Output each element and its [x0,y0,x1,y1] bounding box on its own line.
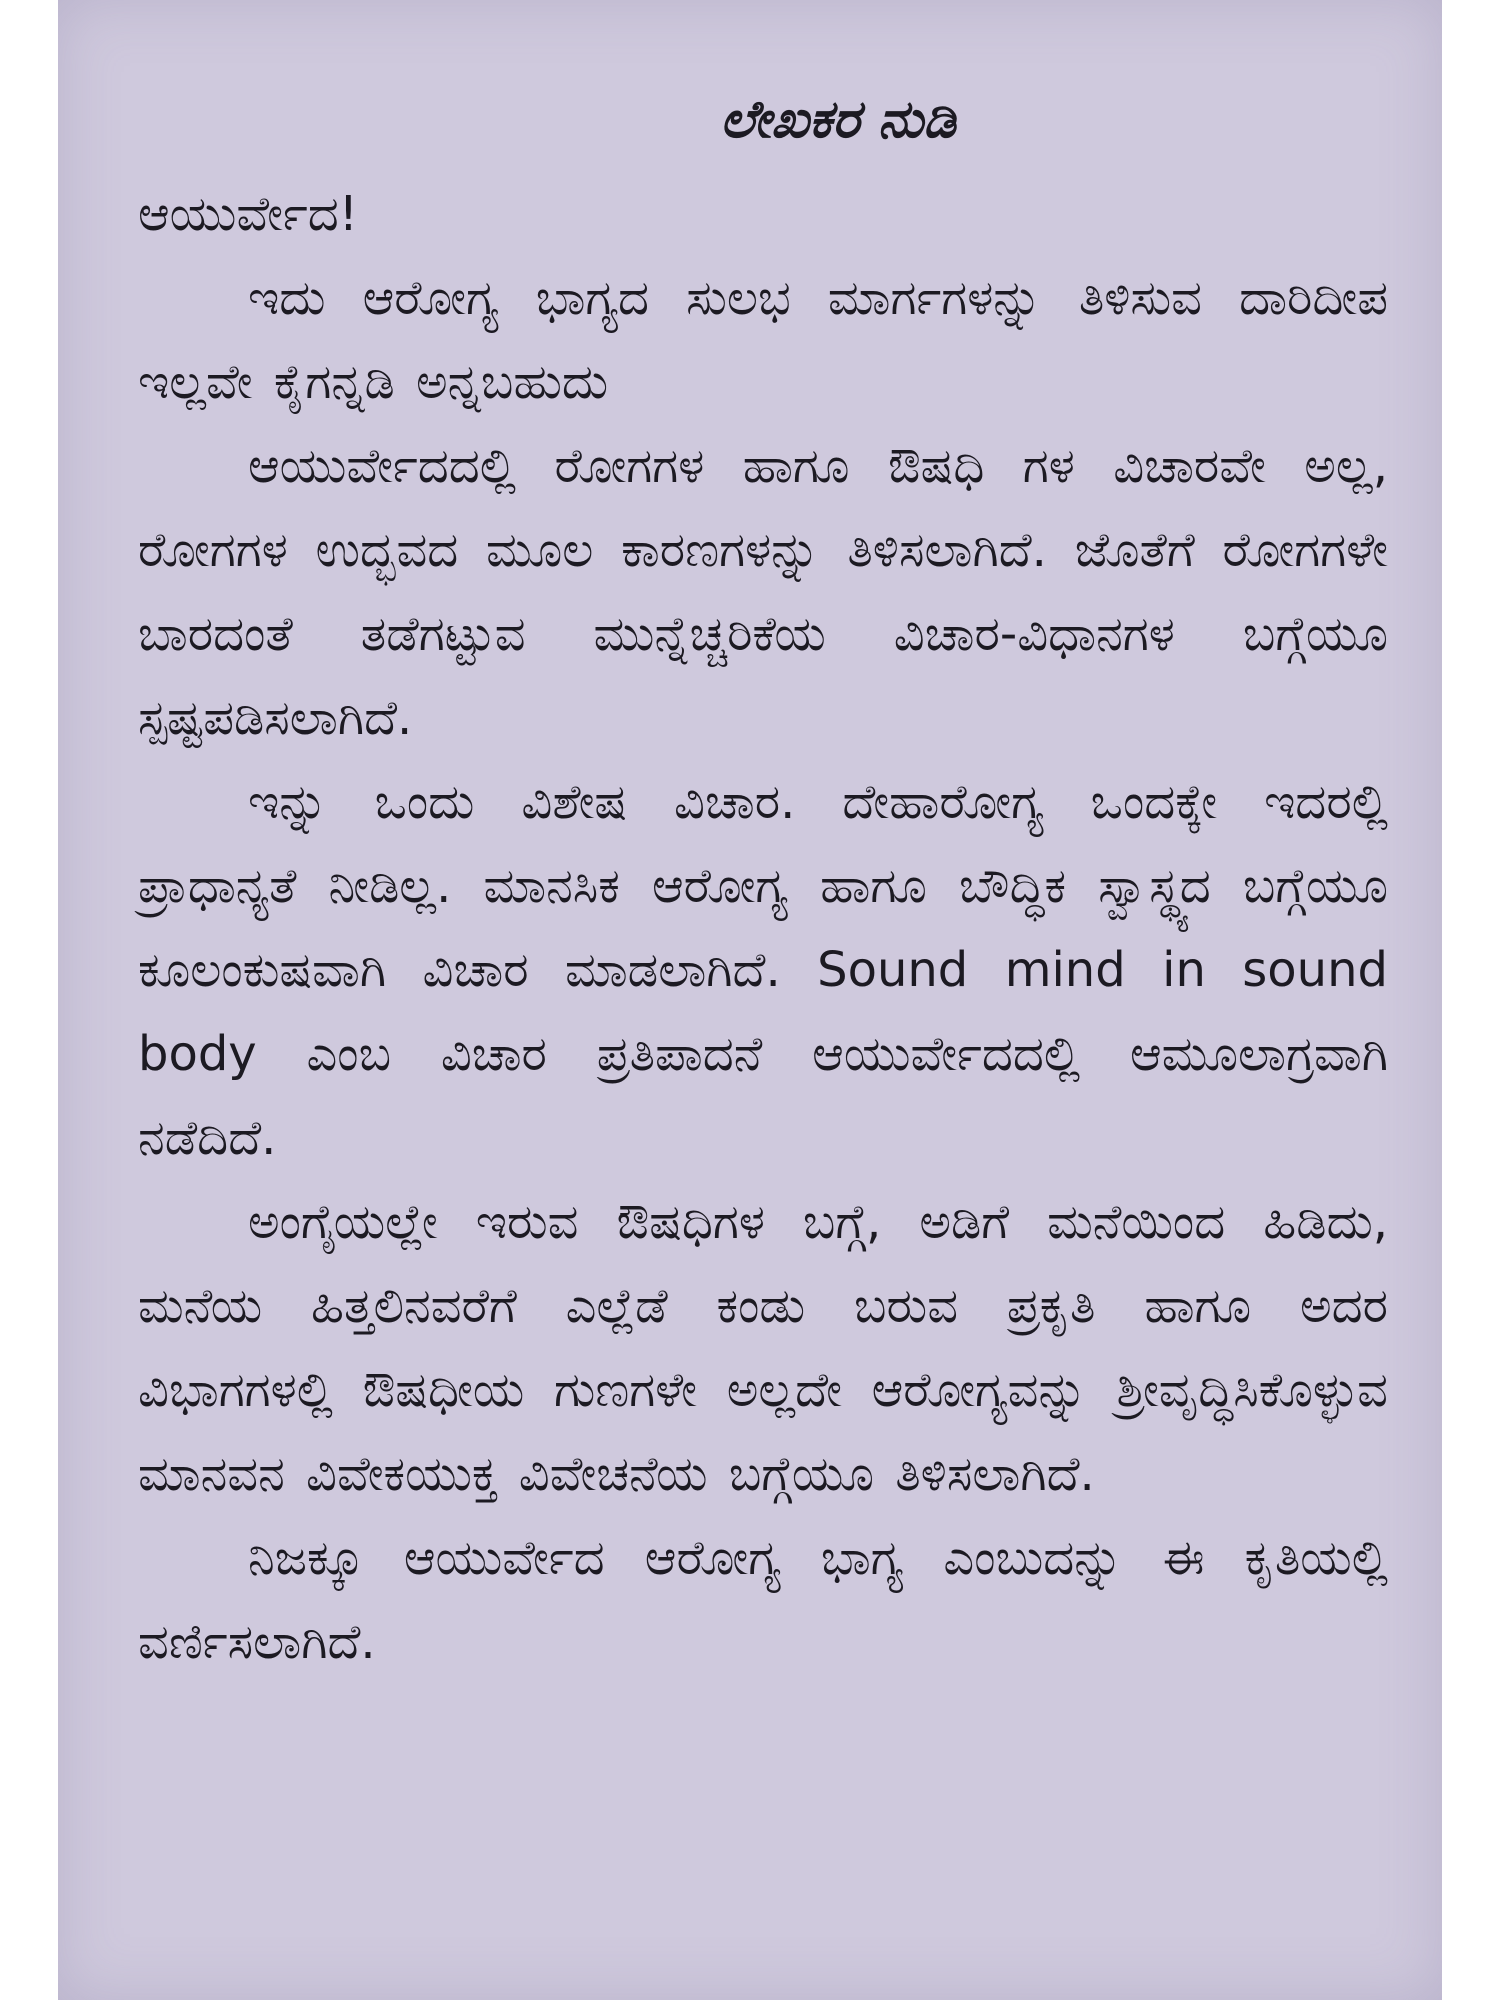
paragraph-1: ಇದು ಆರೋಗ್ಯ ಭಾಗ್ಯದ ಸುಲಭ ಮಾರ್ಗಗಳನ್ನು ತಿಳಿಸುವ ದಾರಿದೀಪ ಇಲ್ಲವೇ ಕೈಗನ್ನಡಿ ಅನ್ನಬಹುದು [138,270,1388,410]
paragraph-2: ಆಯುರ್ವೇದದಲ್ಲಿ ರೋಗಗಳ ಹಾಗೂ ಔಷಧಿ ಗಳ ವಿಚಾರವೇ ಅಲ್ಲ, ರೋಗಗಳ ಉದ್ಭವದ ಮೂಲ ಕಾರಣಗಳನ್ನು ತಿಳಿಸಲಾಗಿದೆ. ಜೊತೆಗೆ ರೋಗಗಳೇ ಬಾರದಂತೆ ತಡೆಗಟ್ಟುವ ಮುನ್ನೆಚ್ಚರಿಕೆಯ ವಿಚಾರ-ವಿಧಾನಗಳ ಬಗ್ಗೆಯೂ ಸ್ಪಷ್ಟಪಡಿಸಲಾಗಿದೆ. [138,438,1388,746]
scanned-page [58,0,1442,2000]
paragraph-3: ಇನ್ನು ಒಂದು ವಿಶೇಷ ವಿಚಾರ. ದೇಹಾರೋಗ್ಯ ಒಂದಕ್ಕೇ ಇದರಲ್ಲಿ ಪ್ರಾಧಾನ್ಯತೆ ನೀಡಿಲ್ಲ. ಮಾನಸಿಕ ಆರೋಗ್ಯ ಹಾಗೂ ಬೌದ್ಧಿಕ ಸ್ವಾಸ್ಥ್ಯದ ಬಗ್ಗೆಯೂ ಕೂಲಂಕುಷವಾಗಿ ವಿಚಾರ ಮಾಡಲಾಗಿದೆ. Sound mind in sound body ಎಂಬ ವಿಚಾರ ಪ್ರತಿಪಾದನೆ ಆಯುರ್ವೇದದಲ್ಲಿ ಆಮೂಲಾಗ್ರವಾಗಿ ನಡೆದಿದೆ. [138,774,1388,1166]
paragraph-4: ಅಂಗೈಯಲ್ಲೇ ಇರುವ ಔಷಧಿಗಳ ಬಗ್ಗೆ, ಅಡಿಗೆ ಮನೆಯಿಂದ ಹಿಡಿದು, ಮನೆಯ ಹಿತ್ತಲಿನವರೆಗೆ ಎಲ್ಲೆಡೆ ಕಂಡು ಬರುವ ಪ್ರಕೃತಿ ಹಾಗೂ ಅದರ ವಿಭಾಗಗಳಲ್ಲಿ ಔಷಧೀಯ ಗುಣಗಳೇ ಅಲ್ಲದೇ ಆರೋಗ್ಯವನ್ನು ಶ್ರೀವೃದ್ಧಿಸಿಕೊಳ್ಳುವ ಮಾನವನ ವಿವೇಕಯುಕ್ತ ವಿವೇಚನೆಯ ಬಗ್ಗೆಯೂ ತಿಳಿಸಲಾಗಿದೆ. [138,1194,1388,1502]
salutation: ಆಯುರ್ವೇದ! [138,186,359,242]
page-title: ಲೇಖಕರ ನುಡಿ [720,90,956,150]
page-content [138,88,1388,1684]
paragraph-5: ನಿಜಕ್ಕೂ ಆಯುರ್ವೇದ ಆರೋಗ್ಯ ಭಾಗ್ಯ ಎಂಬುದನ್ನು ಈ ಕೃತಿಯಲ್ಲಿ ವರ್ಣಿಸಲಾಗಿದೆ. [138,1530,1388,1670]
